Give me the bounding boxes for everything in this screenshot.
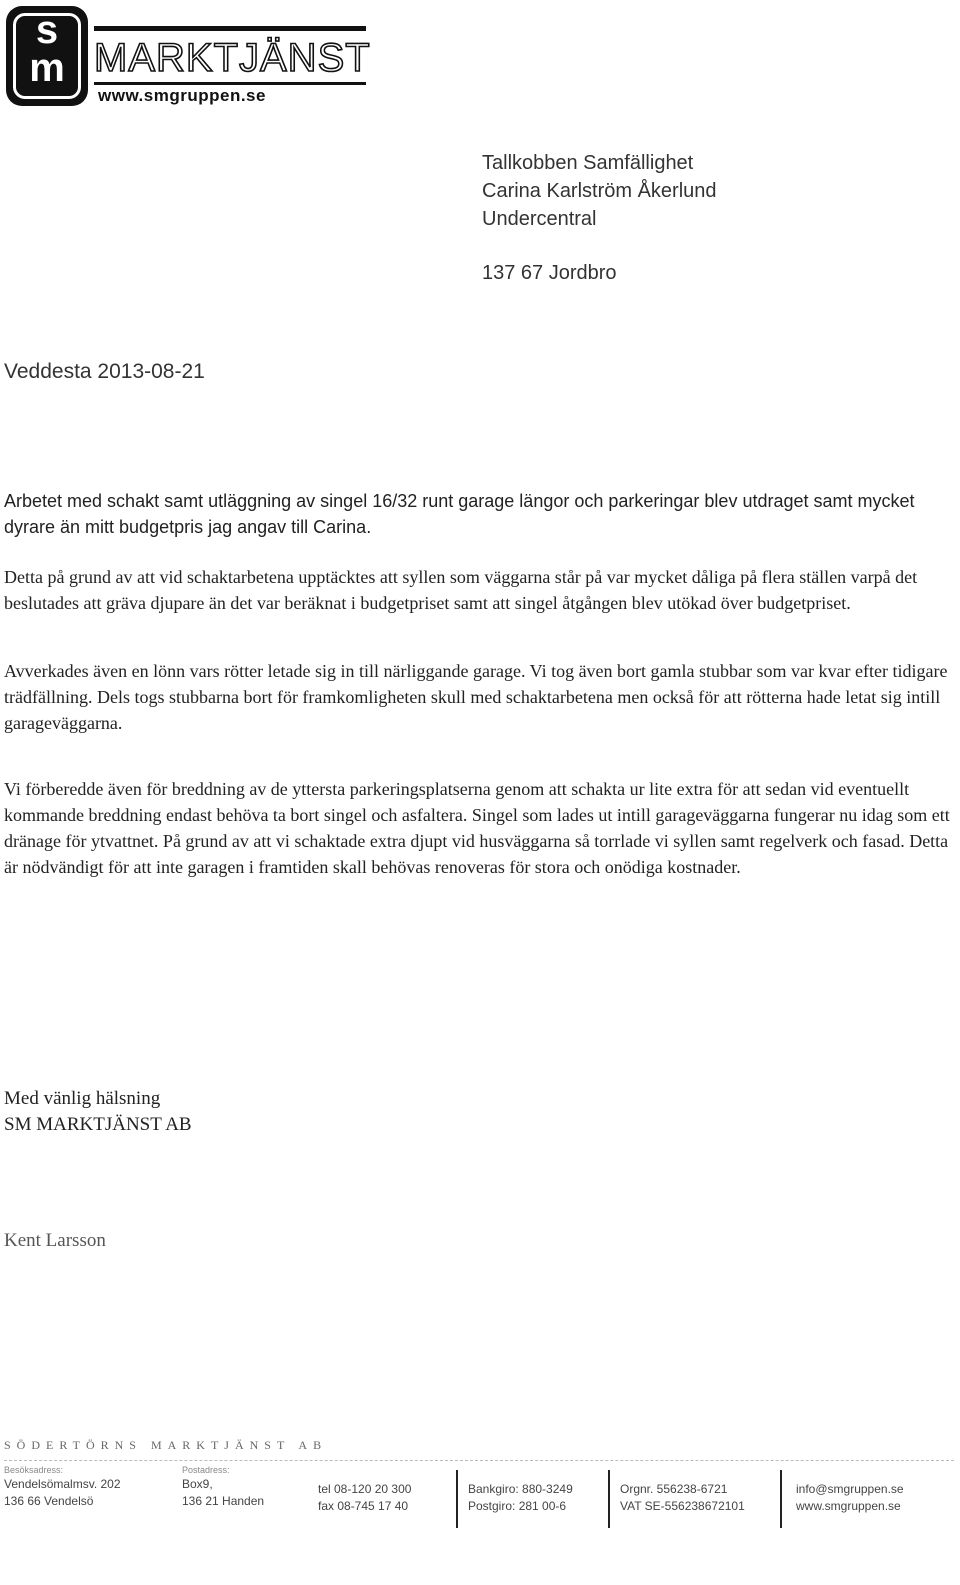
footer-vat: VAT SE-556238672101 [620,1499,745,1513]
footer-separator [456,1470,458,1528]
logo-wordmark: MARKTJÄNST [94,36,371,80]
footer-contact [796,1481,904,1515]
body-paragraph-4: Vi förberedde även för breddning av de yttersta parkeringsplatserna genom att schakta ur lite extra för att sedan vid eventuellt kommande breddning endast behöva ta bort singel och asfaltera. Singel som lades ut intill garageväggarna fungerar nu idag som ett dränage för ytvattnet. På grund av att vi schaktade extra djupt vid husväggarna så torrlade vi syllen samt regelverk och fasad. Detta är nödvändigt för att inte garagen i framtiden skall behövas renoveras för stora och onödiga kostnader. [4,779,950,877]
footer-tel: tel 08-120 20 300 [318,1482,412,1496]
footer-separator [608,1470,610,1528]
footer-email: info@smgruppen.se [796,1482,904,1496]
closing-greeting: Med vänlig hälsning [4,1088,161,1109]
footer-divider [4,1460,954,1461]
body-paragraph-3: Avverkades även en lönn vars rötter letade sig in till närliggande garage. Vi tog även bort gamla stubbar som var kvar efter tidigare trädfällning. Dels togs stubbarna bort för framkomligheten skull med schaktarbetena men också för att rötterna hade letat sig intill garageväggarna. [4,661,948,733]
footer-post-address [182,1464,264,1510]
footer-phone [318,1481,411,1515]
recipient-name: Tallkobben Samfällighet [482,152,694,174]
letter-date: Veddesta 2013-08-21 [4,360,205,383]
footer-post-label: Postadress: [182,1465,230,1475]
footer-visit-city: 136 66 Vendelsö [4,1494,94,1508]
body-paragraph-2: Detta på grund av att vid schaktarbetena upptäcktes att syllen som väggarna står på var mycket dåliga på flera ställen varpå det beslutades att gräva djupare än det var beräknat i budgetpriset samt att singel åtgången blev utökad över budgetpriset. [4,567,918,613]
footer-post-box: Box9, [182,1477,213,1491]
closing-company: SM MARKTJÄNST AB [4,1114,192,1135]
footer-orgnr: Orgnr. 556238-6721 [620,1482,728,1496]
footer-fax: fax 08-745 17 40 [318,1499,409,1513]
logo-url: www.smgruppen.se [98,86,266,105]
logo-badge-m: m [29,46,65,90]
logo-badge-s: s [35,8,59,52]
recipient-postal: 137 67 Jordbro [482,262,617,284]
footer-visit-address [4,1464,121,1510]
footer-visit-street: Vendelsömalmsv. 202 [4,1477,121,1491]
footer-web: www.smgruppen.se [796,1499,901,1513]
footer-separator [780,1470,782,1528]
body-paragraph-1: Arbetet med schakt samt utläggning av singel 16/32 runt garage längor och parkeringar blev utdraget samt mycket dyrare än mitt budgetpris jag angav till Carina. [4,491,915,537]
footer-registration [620,1481,745,1515]
footer-visit-label: Besöksadress: [4,1465,64,1475]
recipient-unit: Undercentral [482,208,597,230]
company-logo [6,6,371,106]
footer-bank [468,1481,573,1515]
recipient-contact: Carina Karlström Åkerlund [482,180,717,202]
footer-post-city: 136 21 Handen [182,1494,265,1508]
logo-badge [6,6,88,106]
footer-bankgiro: Bankgiro: 880-3249 [468,1482,573,1496]
footer-company: SÖDERTÖRNS MARKTJÄNST AB [4,1438,328,1452]
footer-postgiro: Postgiro: 281 00-6 [468,1499,567,1513]
signer-name: Kent Larsson [4,1230,106,1251]
